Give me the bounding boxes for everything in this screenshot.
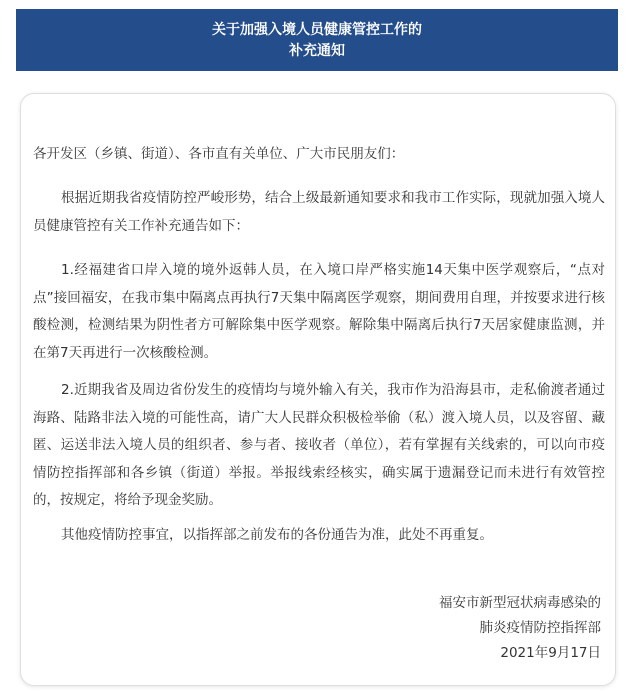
paragraph-intro (33, 185, 605, 240)
notice-title-banner (16, 9, 618, 71)
paragraph-item-2 (33, 377, 605, 515)
signature-org-line-2: 肺炎疫情防控指挥部 (479, 620, 601, 636)
notice-title-line-1: 关于加强入境人员健康管控工作的 (212, 22, 422, 38)
signature-date: 2021年9月17日 (500, 645, 601, 661)
paragraph-text: 2.近期我省及周边省份发生的疫情均与境外输入有关，我市作为沿海县市，走私偷渡者通过海路、陆路非法入境的可能性高，请广大人民群众积极检举偷（私）渡入境人员，以及容留、藏匿、运送非法入境人员的组织者、参与者、接收者（单位），若有掌握有关线索的，可以向市疫情防控指挥部和各乡镇（街道）举报。举报线索经核实，确实属于遗漏登记而未进行有效管控的，按规定，将给予现金奖励。 (33, 382, 605, 508)
paragraph-text: 1.经福建省口岸入境的境外返韩人员，在入境口岸严格实施14天集中医学观察后，“点对点”接回福安，在我市集中隔离点再执行7天集中隔离医学观察，期间费用自理，并按要求进行核酸检测，检测结果为阴性者方可解除集中医学观察。解除集中隔离后执行7天居家健康监测，并在第7天再进行一次核酸检测。 (33, 262, 605, 361)
paragraph-item-1 (33, 257, 605, 367)
notice-title-line-2: 补充通知 (289, 43, 345, 59)
paragraph-text: 根据近期我省疫情防控严峻形势，结合上级最新通知要求和我市工作实际，现就加强入境人员健康管控有关工作补充通告如下： (33, 190, 605, 234)
signature-org-line-1: 福安市新型冠状病毒感染的 (439, 595, 601, 611)
signature-block (439, 591, 601, 666)
paragraph-text: 其他疫情防控事宜，以指挥部之前发布的各份通告为准，此处不再重复。 (61, 527, 493, 543)
salutation: 各开发区（乡镇、街道）、各市直有关单位、广大市民朋友们： (33, 146, 405, 162)
paragraph-closing (33, 522, 605, 550)
